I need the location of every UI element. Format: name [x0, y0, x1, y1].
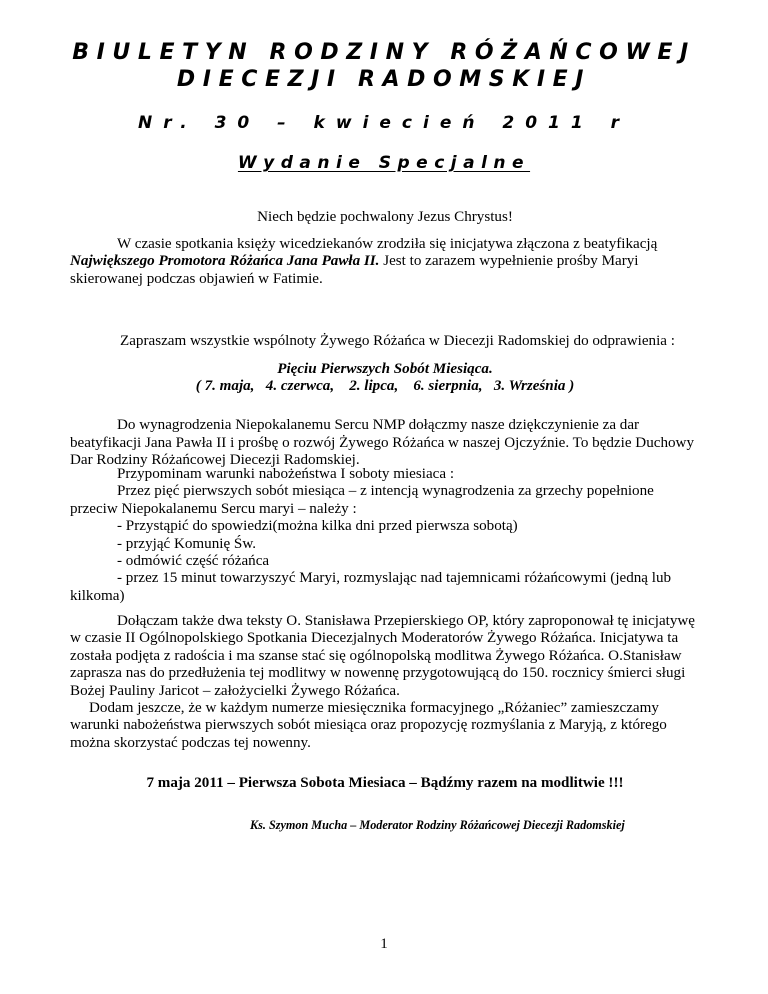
page-number: 1	[380, 936, 388, 952]
condition-item: - przyjąć Komunię Św.	[117, 535, 257, 552]
paragraph-texts	[70, 613, 700, 752]
paragraph-przepierski: Dołączam także dwa teksty O. Stanisława Przepierskiego OP, który zaproponował tę inicjatywę w czasie II Ogólnopolskiego Spotkania Diecezjalnych Moderatorów Żywego Różańca. Inicjatywa ta została podjęta z radościa i ma szanse stać się ogólnopolską modlitwa Żywego Różańca. O.Stanisław zaprasza nas do przedłużenia tej modlitwy w nowennę przygotowującą do 150. rocznicy śmierci sługi Bożej Pauliny Jaricot – założycielki Żywego Różańca.	[70, 613, 695, 699]
para1-emphasis: Największego Promotora Różańca Jana Pawła II.	[70, 253, 380, 270]
condition-item: - odmówić część różańca	[117, 553, 270, 570]
condition-item: - przez 15 minut towarzyszyć Maryi, rozmyslając nad tajemnicami różańcowymi (jedną lub kilkoma)	[70, 570, 672, 604]
conditions-lead: Przez pięć pierwszych sobót miesiąca – z intencją wynagrodzenia za grzechy popełnione przeciw Niepokalanemu Sercu maryi – należy :	[70, 483, 654, 517]
five-saturdays-block	[70, 361, 700, 396]
paragraph-reparation: Do wynagrodzenia Niepokalanemu Sercu NMP dołączmy nasze dziękczynienie za dar beatyfikacji Jana Pawła II i prośbę o rozwój Żywego Różańca w naszej Ojczyźnie. To będzie Duchowy Dar Rodziny Różańcowej Diecezji Radomskiej.	[70, 417, 694, 468]
invitation-text: Zapraszam wszystkie wspólnoty Żywego Różańca w Diecezji Radomskiej do odprawienia :	[120, 333, 675, 350]
conditions-intro: Przypominam warunki nabożeństwa I soboty miesiaca :	[117, 466, 455, 482]
signature: Ks. Szymon Mucha – Moderator Rodziny Różańcowej Diecezji Radomskiej	[250, 818, 625, 833]
special-edition-label: Wydanie Specjalne	[237, 153, 531, 173]
bulletin-title-line1: BIULETYN RODZINY RÓŻAŃCOWEJ	[72, 40, 696, 65]
five-saturdays-dates: ( 7. maja, 4. czerwca, 2. lipca, 6. sierpnia, 3. Września )	[195, 378, 575, 395]
paragraph-rozaniec-monthly: Dodam jeszcze, że w każdym numerze miesięcznika formacyjnego „Różaniec” zamieszczamy warunki nabożeństwa pierwszych sobót miesiąca oraz propozycję rozmyślania z Maryją, z którego można skorzystać podczas tej nowenny.	[70, 700, 667, 751]
para1-text-start: W czasie spotkania księży wicedziekanów zrodziła się inicjatywa złączona z beatyfikacją	[117, 236, 658, 252]
special-edition-heading	[0, 152, 768, 174]
paragraph-initiative	[70, 236, 700, 288]
conditions-block	[70, 466, 700, 605]
condition-item: - Przystąpić do spowiedzi(można kilka dni przed pierwsza sobotą)	[117, 518, 518, 535]
para1-text-end: Jest to zarazem wypełnienie prośby Maryi skierowanej podczas objawień w Fatimie.	[70, 253, 639, 287]
bulletin-title-line2: DIECEZJI RADOMSKIEJ	[176, 67, 592, 92]
issue-number: Nr. 30 – kwiecień 2011 r	[138, 113, 630, 133]
greeting: Niech będzie pochwalony Jezus Chrystus!	[257, 209, 513, 226]
closing-line: 7 maja 2011 – Pierwsza Sobota Miesiaca – Bądźmy razem na modlitwie !!!	[146, 775, 624, 792]
five-saturdays-title: Pięciu Pierwszych Sobót Miesiąca.	[277, 361, 493, 377]
